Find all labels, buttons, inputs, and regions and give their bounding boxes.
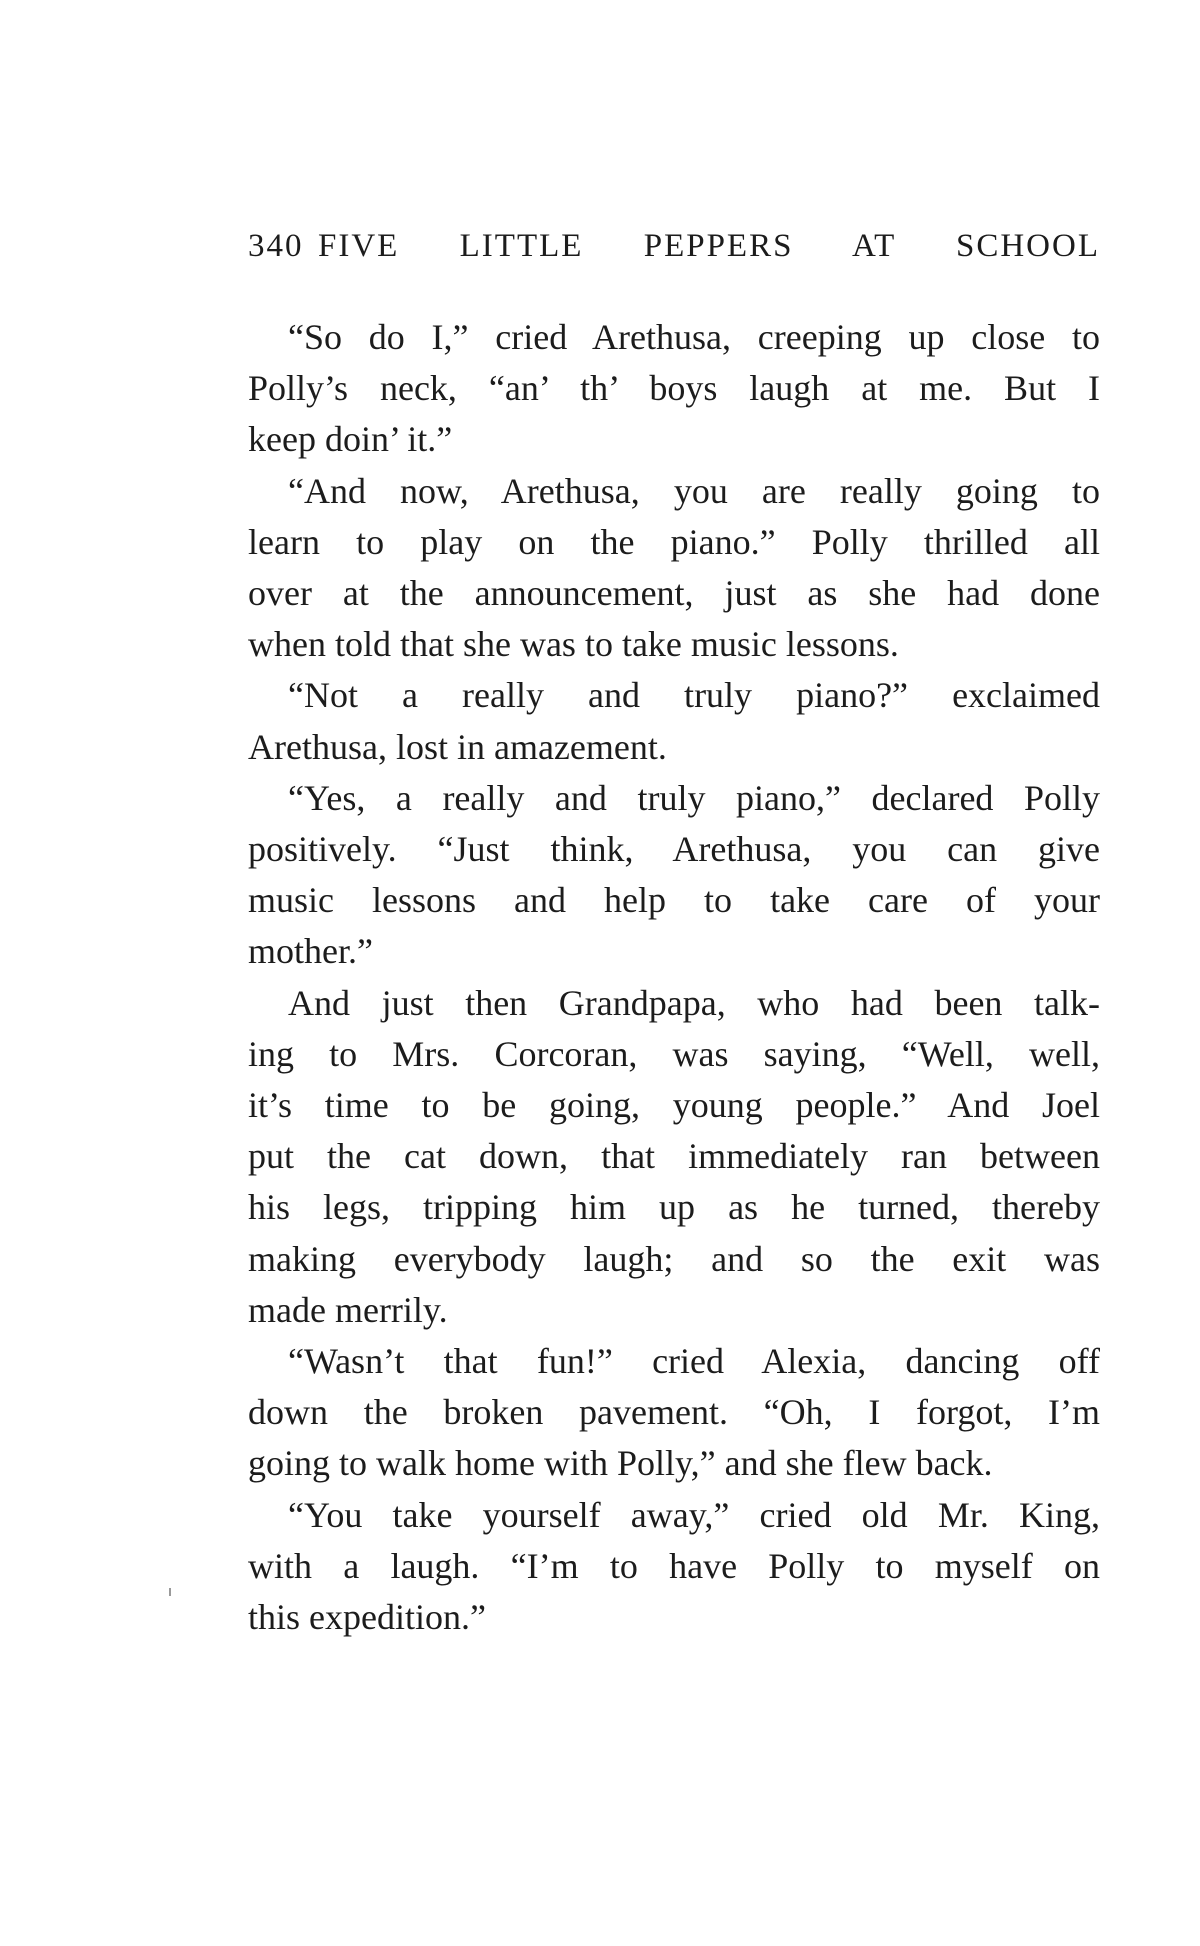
paragraph <box>248 1490 1100 1644</box>
page-number: 340 <box>248 228 304 264</box>
text-line: keep doin’ it.” <box>248 419 453 460</box>
paragraph <box>248 466 1100 671</box>
paragraph <box>248 773 1100 978</box>
text-line: learn to play on the piano.” Polly thrilled all <box>248 521 1100 562</box>
body-text <box>248 312 1100 1643</box>
text-line: “And now, Arethusa, you are really going to <box>288 470 1100 511</box>
text-line: going to walk home with Polly,” and she flew back. <box>248 1443 993 1484</box>
text-line: made merrily. <box>248 1289 448 1330</box>
running-head <box>248 228 1100 276</box>
text-line: “Not a really and truly piano?” exclaimed <box>288 675 1100 716</box>
text-line: mother.” <box>248 931 373 972</box>
text-line: it’s time to be going, young people.” And Joel <box>248 1085 1100 1126</box>
paragraph <box>248 978 1100 1336</box>
text-line: with a laugh. “I’m to have Polly to myself on <box>248 1545 1100 1586</box>
text-line: ing to Mrs. Corcoran, was saying, “Well, well, <box>248 1033 1100 1074</box>
text-line: Polly’s neck, “an’ th’ boys laugh at me. But I <box>248 368 1100 409</box>
text-line: down the broken pavement. “Oh, I forgot, I’m <box>248 1392 1100 1433</box>
text-line: “Wasn’t that fun!” cried Alexia, dancing off <box>288 1341 1100 1382</box>
text-line: music lessons and help to take care of your <box>248 880 1100 921</box>
paragraph <box>248 312 1100 466</box>
text-line: And just then Grandpapa, who had been talk- <box>288 982 1100 1023</box>
text-line: “So do I,” cried Arethusa, creeping up close to <box>288 317 1100 357</box>
text-line: put the cat down, that immediately ran between <box>248 1136 1100 1177</box>
running-title: FIVE LITTLE PEPPERS AT SCHOOL <box>318 228 1100 264</box>
text-line: positively. “Just think, Arethusa, you can give <box>248 829 1100 870</box>
text-line: this expedition.” <box>248 1597 486 1638</box>
text-line: making everybody laugh; and so the exit was <box>248 1238 1100 1279</box>
text-line: when told that she was to take music lessons. <box>248 624 899 665</box>
text-line: “You take yourself away,” cried old Mr. King, <box>288 1494 1100 1535</box>
text-line: over at the announcement, just as she had done <box>248 573 1100 614</box>
paragraph <box>248 1336 1100 1490</box>
text-line: “Yes, a really and truly piano,” declared Polly <box>288 777 1100 818</box>
paragraph <box>248 670 1100 772</box>
text-line: Arethusa, lost in amazement. <box>248 726 667 767</box>
text-line: his legs, tripping him up as he turned, thereby <box>248 1187 1100 1228</box>
page-speck <box>169 1588 171 1596</box>
